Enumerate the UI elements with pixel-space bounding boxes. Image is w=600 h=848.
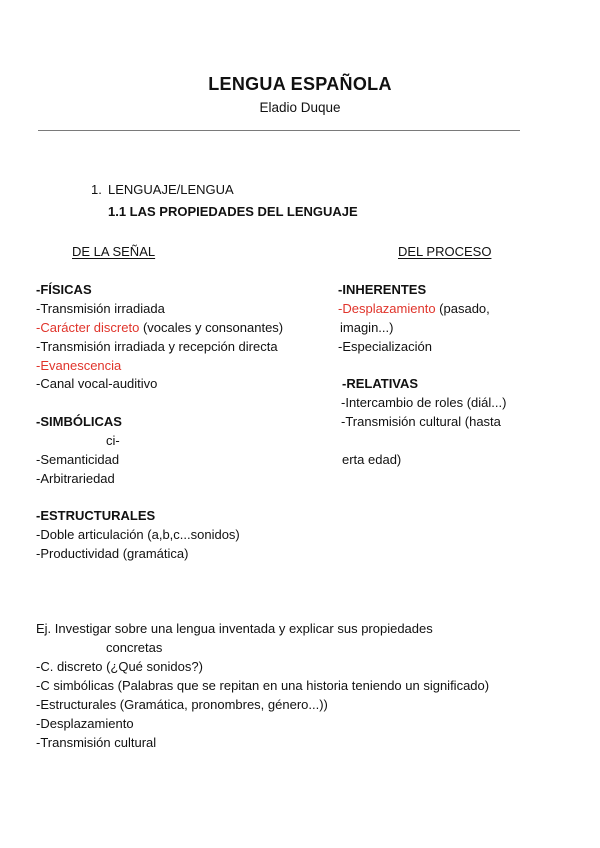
text-fragment: erta edad) bbox=[342, 452, 402, 467]
list-item: -Transmisión irradiada bbox=[36, 301, 165, 316]
list-item-detail: (vocales y consonantes) bbox=[139, 320, 284, 335]
exercise-item: -Transmisión cultural bbox=[36, 735, 157, 750]
list-item: -Canal vocal-auditivo bbox=[36, 376, 158, 391]
list-item: -Arbitrariedad bbox=[36, 471, 115, 486]
highlighted-term: Carácter discreto bbox=[40, 320, 140, 335]
estructurales-heading: -ESTRUCTURALES bbox=[36, 508, 156, 523]
header-divider bbox=[38, 130, 520, 131]
text-fragment: ci- bbox=[106, 433, 120, 448]
exercise-item: -Estructurales (Gramática, pronombres, género...)) bbox=[36, 697, 328, 712]
exercise-prompt-continuation: concretas bbox=[106, 640, 163, 655]
relativas-heading: -RELATIVAS bbox=[342, 376, 419, 391]
list-item: -Evanescencia bbox=[36, 358, 122, 373]
column-heading-process: DEL PROCESO bbox=[398, 244, 492, 259]
list-item-detail: (pasado, bbox=[435, 301, 490, 316]
exercise-item: -Desplazamiento bbox=[36, 716, 134, 731]
list-item: -Intercambio de roles (diál...) bbox=[341, 395, 507, 410]
exercise-prompt: Ej. Investigar sobre una lengua inventada y explicar sus propiedades bbox=[36, 621, 433, 636]
document-author: Eladio Duque bbox=[259, 100, 341, 115]
exercise-item: -C simbólicas (Palabras que se repitan en una historia teniendo un significado) bbox=[36, 678, 490, 693]
list-item: -Doble articulación (a,b,c...sonidos) bbox=[36, 527, 240, 542]
list-item: -Transmisión irradiada y recepción directa bbox=[36, 339, 278, 354]
inherentes-heading: -INHERENTES bbox=[338, 282, 427, 297]
column-heading-signal: DE LA SEÑAL bbox=[72, 244, 156, 259]
simbolicas-heading: -SIMBÓLICAS bbox=[36, 414, 122, 429]
document-title: LENGUA ESPAÑOLA bbox=[208, 74, 392, 94]
list-item-continuation: imagin...) bbox=[340, 320, 394, 335]
section-number: 1. bbox=[91, 182, 102, 197]
list-item: -Desplazamiento (pasado, bbox=[338, 301, 490, 316]
fisicas-heading: -FÍSICAS bbox=[36, 282, 92, 297]
list-item: -Carácter discreto (vocales y consonantes) bbox=[36, 320, 284, 335]
highlighted-term: Desplazamiento bbox=[342, 301, 436, 316]
highlighted-term: Evanescencia bbox=[40, 358, 122, 373]
section-subheading: 1.1 LAS PROPIEDADES DEL LENGUAJE bbox=[108, 204, 358, 219]
section-title: LENGUAJE/LENGUA bbox=[108, 182, 234, 197]
list-item: -Transmisión cultural (hasta bbox=[341, 414, 501, 429]
list-item: -Productividad (gramática) bbox=[36, 546, 189, 561]
list-item: -Especialización bbox=[338, 339, 432, 354]
exercise-item: -C. discreto (¿Qué sonidos?) bbox=[36, 659, 203, 674]
list-item: -Semanticidad bbox=[36, 452, 120, 467]
